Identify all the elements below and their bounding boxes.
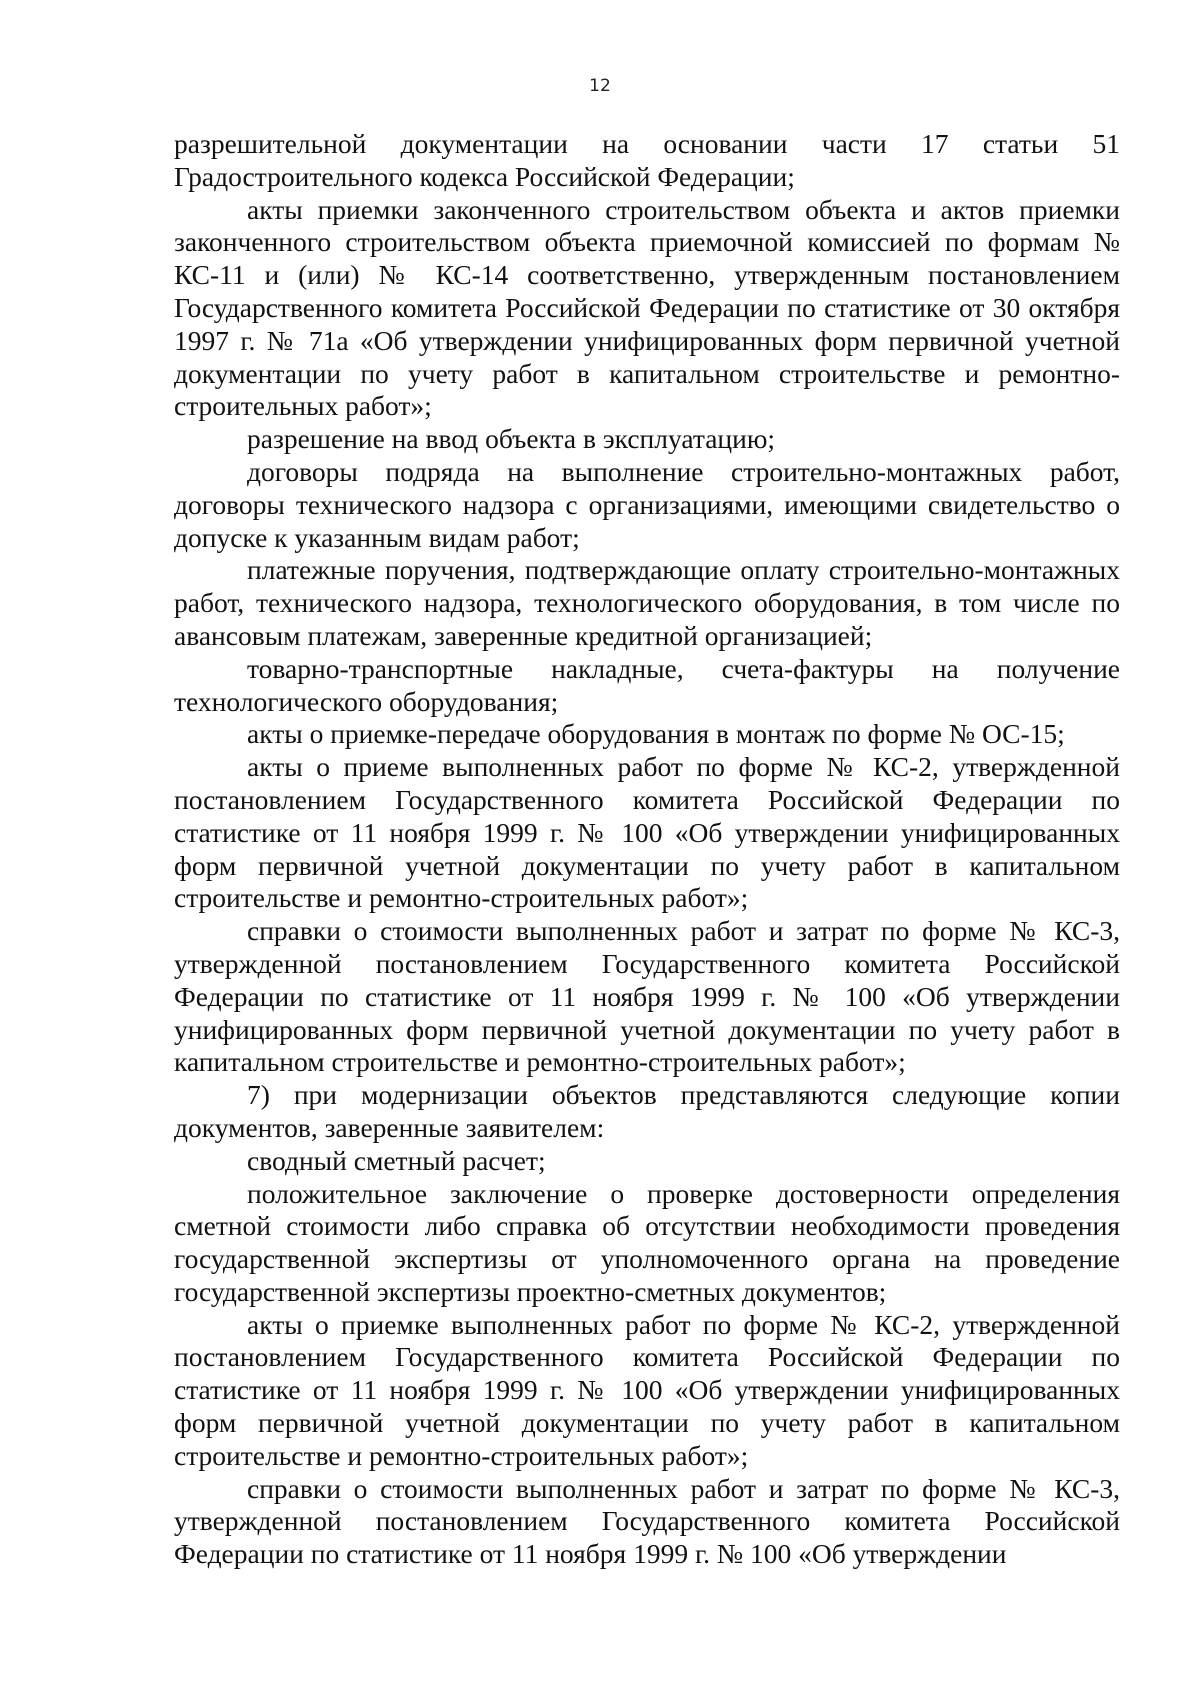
paragraph: разрешительной документации на основании части 17 статьи 51 Градостроительного кодекса Российской Федерации; <box>174 128 1120 192</box>
paragraph: справки о стоимости выполненных работ и затрат по форме № КС-3, утвержденной постановлением Государственного комитета Российской Федерации по статистике от 11 ноября 1999 г. № 100 «Об утверждении унифицированных форм первичной учетной документации по учету работ в капитальном строительстве и ремонтно-строительных работ»; <box>174 915 1120 1078</box>
paragraph: акты о приемке выполненных работ по форме № КС-2, утвержденной постановлением Государственного комитета Российской Федерации по статистике от 11 ноября 1999 г. № 100 «Об утверждении унифицированных форм первичной учетной документации по учету работ в капитальном строительстве и ремонтно-строительных работ»; <box>174 1308 1120 1471</box>
paragraph: сводный сметный расчет; <box>247 1144 546 1176</box>
paragraph: 7) при модернизации объектов представляются следующие копии документов, заверенные заявителем: <box>174 1079 1120 1143</box>
paragraph: товарно-транспортные накладные, счета-фактуры на получение технологического оборудования; <box>174 652 1120 717</box>
paragraph: справки о стоимости выполненных работ и затрат по форме № КС-3, утвержденной постановлением Государственного комитета Российской Федерации по статистике от 11 ноября 1999 г. № 100 «Об утверждении <box>174 1472 1120 1570</box>
paragraph: договоры подряда на выполнение строительно-монтажных работ, договоры технического надзора с организациями, имеющими свидетельство о допуске к указанным видам работ; <box>174 455 1120 553</box>
paragraph: разрешение на ввод объекта в эксплуатацию; <box>247 423 776 455</box>
paragraph: акты приемки законченного строительством объекта и актов приемки законченного строительством объекта приемочной комиссией по формам № КС-11 и (или) № КС-14 соответственно, утвержденным постановлением Государственного комитета Российской Федерации по статистике от 30 октября 1997 г. № 71а «Об утверждении унифицированных форм первичной учетной документации по учету работ в капитальном строительстве и ремонтно-строительных работ»; <box>174 193 1120 422</box>
paragraph: положительное заключение о проверке достоверности определения сметной стоимости либо справка об отсутствии необходимости проведения государственной экспертизы от уполномоченного органа на проведение государственной экспертизы проектно-сметных документов; <box>174 1177 1120 1307</box>
document-body <box>174 128 1120 1571</box>
paragraph: платежные поручения, подтверждающие оплату строительно-монтажных работ, технического надзора, технологического оборудования, в том числе по авансовым платежам, заверенные кредитной организацией; <box>174 554 1120 651</box>
paragraph: акты о приемке-передаче оборудования в монтаж по форме № ОС-15; <box>247 718 1065 750</box>
paragraph: акты о приеме выполненных работ по форме № КС-2, утвержденной постановлением Государственного комитета Российской Федерации по статистике от 11 ноября 1999 г. № 100 «Об утверждении унифицированных форм первичной учетной документации по учету работ в капитальном строительстве и ремонтно-строительных работ»; <box>174 751 1120 914</box>
page-number: 12 <box>589 76 611 96</box>
